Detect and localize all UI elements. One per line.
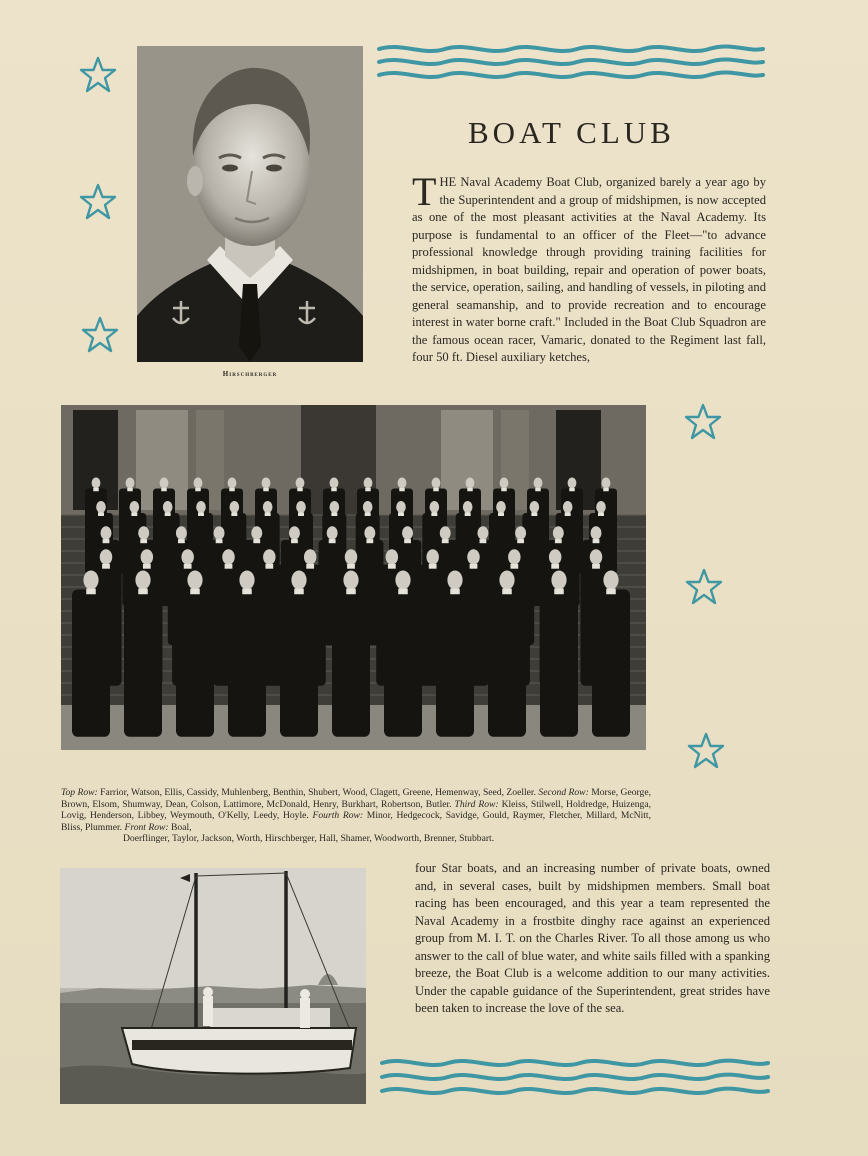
group-figure — [436, 571, 474, 737]
wave-ornament-top — [377, 42, 765, 84]
group-figure — [124, 571, 162, 737]
star-icon — [686, 731, 726, 771]
roster-third-row: Kleiss, Stilwell, Holdredge, Huizenga, Lovig, Henderson, Libbey, Weymouth, O'Kelly, Leedy, Hoyle. — [61, 798, 651, 821]
group-figure — [72, 571, 110, 737]
roster-top-row: Farrior, Watson, Ellis, Cassidy, Muhlenberg, Benthin, Shubert, Wood, Clagett, Greene, Hemenway, Seed, Zoeller. — [100, 787, 536, 798]
intro-text: HE Naval Academy Boat Club, organized barely a year ago by the Superintendent and a group of midshipmen, is now accepted as one of the most pleasant activities at the Naval Academy. Its purpose is fundamental to an officer of the Fleet—"to advance professional knowledge through providing training facilities for midshipmen, in boat building, repair and operation of power boats, the service, operation, sailing, and handling of vessels, in piloting and general seamanship, and to provide recreation and to encourage interest in water borne craft." Included in the Boat Club Squadron are the famous ocean racer, Vamaric, donated to the Regiment last fall, four 50 ft. Diesel auxiliary ketches, — [412, 175, 766, 364]
portrait-photo — [137, 46, 363, 362]
portrait-caption: Hirschberger — [222, 370, 278, 378]
star-icon — [684, 567, 724, 607]
group-figure — [228, 571, 266, 737]
star-icon — [80, 315, 120, 355]
roster-label-second: Second Row: — [538, 787, 589, 798]
roster-label-front: Front Row: — [124, 821, 169, 833]
roster-label-fourth: Fourth Row: — [312, 810, 364, 821]
group-photo — [61, 405, 646, 750]
page-title: BOAT CLUB — [468, 115, 675, 150]
roster-label-third: Third Row: — [454, 798, 499, 810]
continuation-paragraph: four Star boats, and an increasing number of private boats, owned and, in several cases, built by midshipmen members. Small boat racing has been encouraged, and this year a team represented the Naval Academy in a frostbite dinghy race against an experienced group from M. I. T. on the Charles River. To all those among us who answer to the call of blue water, and white sails filled with a spanking breeze, the Boat Club is a welcome addition to our many activities. Under the capable guidance of the Superintendent, great strides have been taken to increase the love of the sea. — [415, 861, 770, 1015]
wave-ornament-bottom — [380, 1055, 770, 1101]
star-icon — [683, 402, 723, 442]
roster-front-row-b: Doerflinger, Taylor, Jackson, Worth, Hirschberger, Hall, Shamer, Woodworth, Brenner, Stubbart. — [123, 833, 495, 844]
group-figure — [280, 571, 318, 737]
roster-second-row: Morse, George, Brown, Elsom, Shumway, Dean, Colson, Lattimore, McDonald, Henry, Burkhart, Robertson, Butler. — [61, 787, 651, 810]
star-icon — [78, 55, 118, 95]
roster-fourth-row: Minor, Hedgecock, Savidge, Gould, Raymer, Fletcher, Millard, McNitt, Bliss, Plummer. — [61, 810, 651, 833]
drop-cap: T — [412, 174, 437, 214]
group-figure — [540, 571, 578, 737]
roster-label-top: Top Row: — [61, 787, 98, 798]
boat-photo — [60, 868, 366, 1104]
roster-caption — [61, 787, 651, 849]
star-icon — [78, 182, 118, 222]
group-figure — [488, 571, 526, 737]
group-figure — [176, 571, 214, 737]
intro-paragraph — [412, 174, 766, 386]
group-figure — [592, 571, 630, 737]
group-figure — [384, 571, 422, 737]
roster-front-row-a: Boal, — [171, 821, 192, 833]
group-figure — [332, 571, 370, 737]
